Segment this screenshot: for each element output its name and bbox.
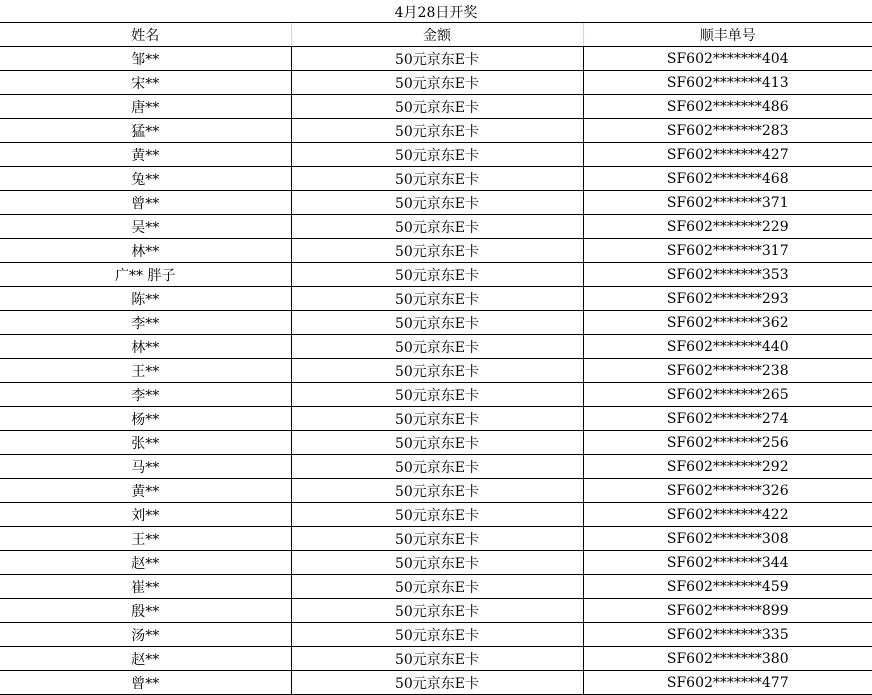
table-row: [0, 143, 872, 167]
cell-amount: 50元京东E卡: [291, 239, 583, 263]
cell-amount: 50元京东E卡: [291, 359, 583, 383]
table-row: [0, 575, 872, 599]
cell-tracking-number: SF602*******344: [583, 551, 872, 575]
cell-amount: 50元京东E卡: [291, 335, 583, 359]
cell-name: 杨**: [0, 407, 291, 431]
table-row: [0, 647, 872, 671]
cell-tracking-number: SF602*******238: [583, 359, 872, 383]
cell-name: 宋**: [0, 71, 291, 95]
table-row: [0, 167, 872, 191]
table-row: [0, 599, 872, 623]
cell-name: 汤**: [0, 623, 291, 647]
table-row: [0, 287, 872, 311]
cell-amount: 50元京东E卡: [291, 167, 583, 191]
cell-tracking-number: SF602*******404: [583, 47, 872, 71]
cell-tracking-number: SF602*******256: [583, 431, 872, 455]
cell-amount: 50元京东E卡: [291, 527, 583, 551]
table-row: [0, 215, 872, 239]
cell-name: 张**: [0, 431, 291, 455]
cell-amount: 50元京东E卡: [291, 623, 583, 647]
cell-tracking-number: SF602*******335: [583, 623, 872, 647]
cell-amount: 50元京东E卡: [291, 143, 583, 167]
cell-tracking-number: SF602*******308: [583, 527, 872, 551]
cell-tracking-number: SF602*******283: [583, 119, 872, 143]
cell-amount: 50元京东E卡: [291, 191, 583, 215]
column-header-tracking-number: 顺丰单号: [583, 23, 872, 47]
cell-tracking-number: SF602*******326: [583, 479, 872, 503]
cell-amount: 50元京东E卡: [291, 599, 583, 623]
table-row: [0, 95, 872, 119]
header-row: [0, 23, 872, 47]
cell-name: 林**: [0, 335, 291, 359]
cell-amount: 50元京东E卡: [291, 671, 583, 695]
cell-name: 王**: [0, 359, 291, 383]
cell-amount: 50元京东E卡: [291, 503, 583, 527]
cell-tracking-number: SF602*******293: [583, 287, 872, 311]
table-row: [0, 119, 872, 143]
cell-amount: 50元京东E卡: [291, 407, 583, 431]
cell-name: 马**: [0, 455, 291, 479]
cell-amount: 50元京东E卡: [291, 119, 583, 143]
cell-tracking-number: SF602*******317: [583, 239, 872, 263]
cell-tracking-number: SF602*******380: [583, 647, 872, 671]
cell-name: 赵**: [0, 647, 291, 671]
cell-name: 唐**: [0, 95, 291, 119]
cell-tracking-number: SF602*******486: [583, 95, 872, 119]
cell-tracking-number: SF602*******427: [583, 143, 872, 167]
cell-tracking-number: SF602*******292: [583, 455, 872, 479]
cell-tracking-number: SF602*******422: [583, 503, 872, 527]
cell-tracking-number: SF602*******371: [583, 191, 872, 215]
cell-name: 李**: [0, 383, 291, 407]
page-title: 4月28日开奖: [394, 5, 478, 21]
cell-amount: 50元京东E卡: [291, 575, 583, 599]
cell-amount: 50元京东E卡: [291, 287, 583, 311]
table-row: [0, 455, 872, 479]
cell-amount: 50元京东E卡: [291, 47, 583, 71]
cell-tracking-number: SF602*******477: [583, 671, 872, 695]
cell-name: 黄**: [0, 143, 291, 167]
winners-table: [0, 22, 872, 695]
cell-tracking-number: SF602*******229: [583, 215, 872, 239]
cell-name: 殷**: [0, 599, 291, 623]
table-row: [0, 551, 872, 575]
table-row: [0, 671, 872, 695]
cell-tracking-number: SF602*******413: [583, 71, 872, 95]
cell-amount: 50元京东E卡: [291, 551, 583, 575]
table-row: [0, 71, 872, 95]
cell-name: 陈**: [0, 287, 291, 311]
cell-name: 崔**: [0, 575, 291, 599]
cell-tracking-number: SF602*******459: [583, 575, 872, 599]
cell-tracking-number: SF602*******265: [583, 383, 872, 407]
table-row: [0, 47, 872, 71]
table-row: [0, 311, 872, 335]
cell-name: 猛**: [0, 119, 291, 143]
table-row: [0, 335, 872, 359]
table-row: [0, 191, 872, 215]
table-row: [0, 383, 872, 407]
table-row: [0, 263, 872, 287]
cell-amount: 50元京东E卡: [291, 383, 583, 407]
cell-amount: 50元京东E卡: [291, 263, 583, 287]
cell-amount: 50元京东E卡: [291, 455, 583, 479]
cell-name: 李**: [0, 311, 291, 335]
cell-amount: 50元京东E卡: [291, 95, 583, 119]
cell-tracking-number: SF602*******274: [583, 407, 872, 431]
cell-name: 赵**: [0, 551, 291, 575]
table-row: [0, 479, 872, 503]
table-row: [0, 503, 872, 527]
cell-name: 黄**: [0, 479, 291, 503]
cell-name: 刘**: [0, 503, 291, 527]
cell-amount: 50元京东E卡: [291, 647, 583, 671]
cell-amount: 50元京东E卡: [291, 479, 583, 503]
cell-tracking-number: SF602*******468: [583, 167, 872, 191]
cell-tracking-number: SF602*******353: [583, 263, 872, 287]
cell-amount: 50元京东E卡: [291, 71, 583, 95]
cell-name: 兔**: [0, 167, 291, 191]
cell-name: 林**: [0, 239, 291, 263]
cell-name: 王**: [0, 527, 291, 551]
cell-tracking-number: SF602*******440: [583, 335, 872, 359]
cell-name: 邹**: [0, 47, 291, 71]
table-row: [0, 623, 872, 647]
table-row: [0, 431, 872, 455]
column-header-name: 姓名: [0, 23, 291, 47]
cell-amount: 50元京东E卡: [291, 311, 583, 335]
column-header-amount: 金额: [291, 23, 583, 47]
table-row: [0, 359, 872, 383]
cell-amount: 50元京东E卡: [291, 215, 583, 239]
cell-tracking-number: SF602*******362: [583, 311, 872, 335]
cell-name: 广** 胖子: [0, 263, 291, 287]
cell-tracking-number: SF602*******899: [583, 599, 872, 623]
cell-name: 吴**: [0, 215, 291, 239]
table-row: [0, 407, 872, 431]
cell-amount: 50元京东E卡: [291, 431, 583, 455]
cell-name: 曾**: [0, 191, 291, 215]
table-row: [0, 527, 872, 551]
table-row: [0, 239, 872, 263]
cell-name: 曾**: [0, 671, 291, 695]
